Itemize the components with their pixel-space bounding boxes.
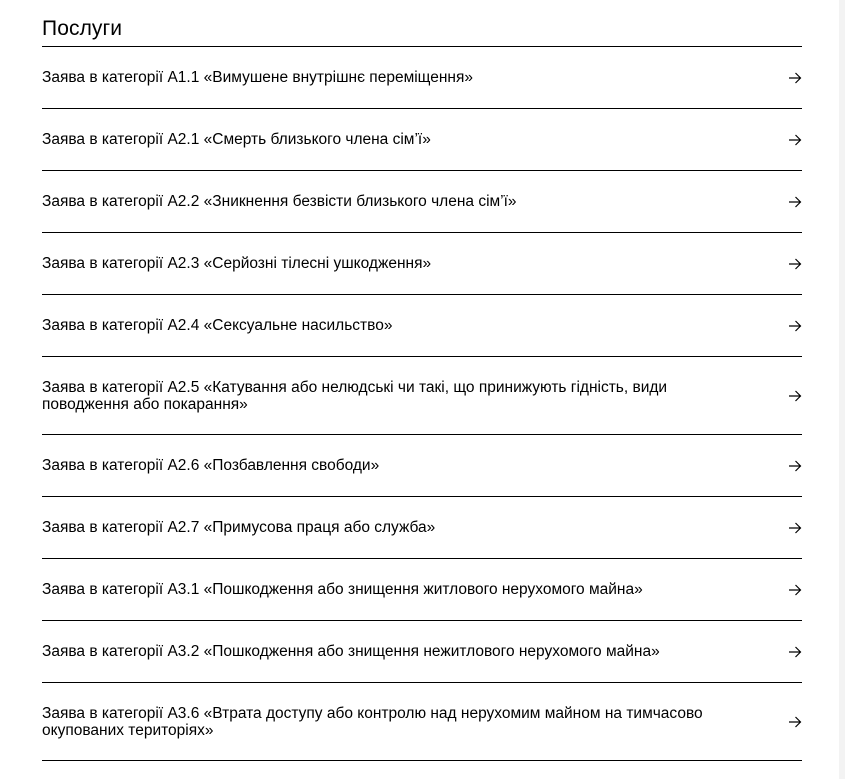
service-item-a3-6[interactable] bbox=[42, 683, 802, 761]
service-item-label: Заява в категорії А2.5 «Катування або нелюдські чи такі, що принижують гідність, види поводження або покарання» bbox=[42, 378, 668, 413]
service-item-label: Заява в категорії А3.6 «Втрата доступу або контролю над нерухомим майном на тимчасово окупованих територіях» bbox=[42, 704, 703, 739]
arrow-right-icon bbox=[788, 133, 802, 147]
service-item-a3-2[interactable] bbox=[42, 621, 802, 683]
section-title: Послуги bbox=[42, 17, 123, 40]
service-item-label: Заява в категорії А2.2 «Зникнення безвісти близького члена сім’ї» bbox=[42, 193, 517, 210]
arrow-right-icon bbox=[788, 645, 802, 659]
service-item-label: Заява в категорії А2.1 «Смерть близького члена сім’ї» bbox=[42, 131, 431, 148]
arrow-right-icon bbox=[788, 319, 802, 333]
arrow-right-icon bbox=[788, 257, 802, 271]
service-item-a2-5[interactable] bbox=[42, 357, 802, 435]
service-item-label: Заява в категорії А3.2 «Пошкодження або знищення нежитлового нерухомого майна» bbox=[42, 643, 660, 660]
service-item-label: Заява в категорії А3.1 «Пошкодження або знищення житлового нерухомого майна» bbox=[42, 581, 643, 598]
arrow-right-icon bbox=[788, 389, 802, 403]
arrow-right-icon bbox=[788, 715, 802, 729]
service-item-a2-2[interactable] bbox=[42, 171, 802, 233]
service-item-a1-1[interactable] bbox=[42, 47, 802, 109]
service-item-label: Заява в категорії А2.3 «Серйозні тілесні ушкодження» bbox=[42, 255, 432, 272]
service-item-a2-6[interactable] bbox=[42, 435, 802, 497]
service-item-label: Заява в категорії А2.4 «Сексуальне насильство» bbox=[42, 317, 393, 334]
service-item-a2-1[interactable] bbox=[42, 109, 802, 171]
arrow-right-icon bbox=[788, 583, 802, 597]
service-item-a2-7[interactable] bbox=[42, 497, 802, 559]
arrow-right-icon bbox=[788, 521, 802, 535]
arrow-right-icon bbox=[788, 195, 802, 209]
service-item-label: Заява в категорії А2.6 «Позбавлення свободи» bbox=[42, 457, 380, 474]
arrow-right-icon bbox=[788, 459, 802, 473]
service-item-a2-3[interactable] bbox=[42, 233, 802, 295]
service-item-a3-1[interactable] bbox=[42, 559, 802, 621]
service-item-label: Заява в категорії А2.7 «Примусова праця або служба» bbox=[42, 519, 436, 536]
scrollbar-track[interactable] bbox=[839, 0, 845, 779]
services-list bbox=[42, 46, 802, 761]
service-item-label: Заява в категорії А1.1 «Вимушене внутрішнє переміщення» bbox=[42, 69, 473, 86]
services-section bbox=[42, 0, 802, 761]
arrow-right-icon bbox=[788, 71, 802, 85]
service-item-a2-4[interactable] bbox=[42, 295, 802, 357]
